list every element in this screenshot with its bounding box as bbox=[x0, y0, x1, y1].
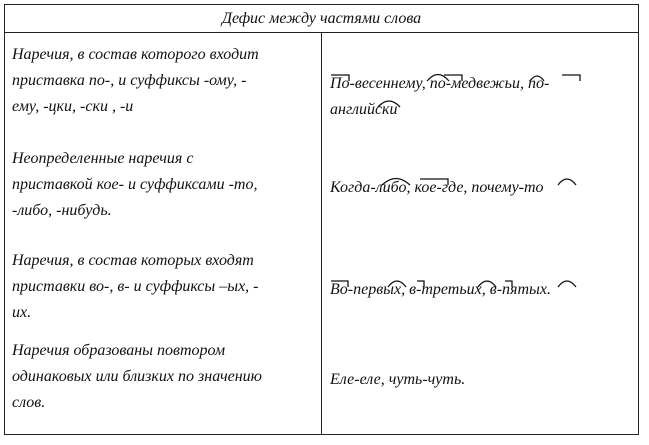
example-4-line-1: Еле-еле, чуть-чуть. bbox=[330, 371, 466, 388]
rule-1-line-3: ему, -цки, -ски , -и bbox=[12, 98, 134, 115]
rule-4 bbox=[4, 338, 268, 416]
rule-2 bbox=[4, 146, 263, 224]
example-1-line-1: По-весеннему, по-медвежьи, по- bbox=[330, 75, 550, 92]
rules-table bbox=[4, 4, 639, 435]
rule-1 bbox=[4, 42, 265, 120]
table-title: Дефис между частями слова bbox=[5, 5, 639, 33]
example-3 bbox=[322, 277, 555, 303]
rule-3-line-2: приставки во-, в- и суффиксы –ых, - bbox=[12, 278, 259, 295]
rule-3 bbox=[4, 248, 265, 326]
prefix-mark-po-3 bbox=[562, 75, 580, 81]
suffix-arc-to bbox=[558, 179, 576, 185]
rule-2-line-3: -либо, -нибудь. bbox=[12, 202, 112, 219]
rule-1-line-2: приставка по-, и суффиксы -ому, - bbox=[12, 72, 247, 89]
rule-4-line-2: одинаковых или близких по значению bbox=[12, 368, 262, 385]
rules-column bbox=[5, 33, 322, 435]
title-row bbox=[5, 5, 639, 33]
example-3-line-1: Во-первых, в-третьих, в-пятых. bbox=[330, 281, 551, 298]
rule-4-line-1: Наречия образованы повтором bbox=[12, 342, 226, 359]
rule-3-line-1: Наречия, в состав которых входят bbox=[12, 252, 254, 269]
rule-4-line-3: слов. bbox=[12, 394, 46, 411]
rule-3-line-3: их. bbox=[12, 304, 32, 321]
examples-column bbox=[322, 33, 639, 435]
rule-1-line-1: Наречия, в состав которого входит bbox=[12, 46, 259, 63]
example-4 bbox=[322, 367, 469, 393]
rule-2-line-1: Неопределенные наречия с bbox=[12, 150, 194, 167]
example-2 bbox=[322, 175, 548, 201]
suffix-arc-ikh-2 bbox=[558, 281, 576, 287]
example-1-line-2: английски bbox=[330, 101, 398, 118]
example-2-line-1: Когда-либо, кое-где, почему-то bbox=[330, 179, 544, 196]
hyphen-rules-document bbox=[4, 4, 639, 435]
example-1 bbox=[322, 71, 553, 123]
rule-2-line-2: приставкой кое- и суффиксами -то, bbox=[12, 176, 258, 193]
body-row bbox=[5, 33, 639, 435]
